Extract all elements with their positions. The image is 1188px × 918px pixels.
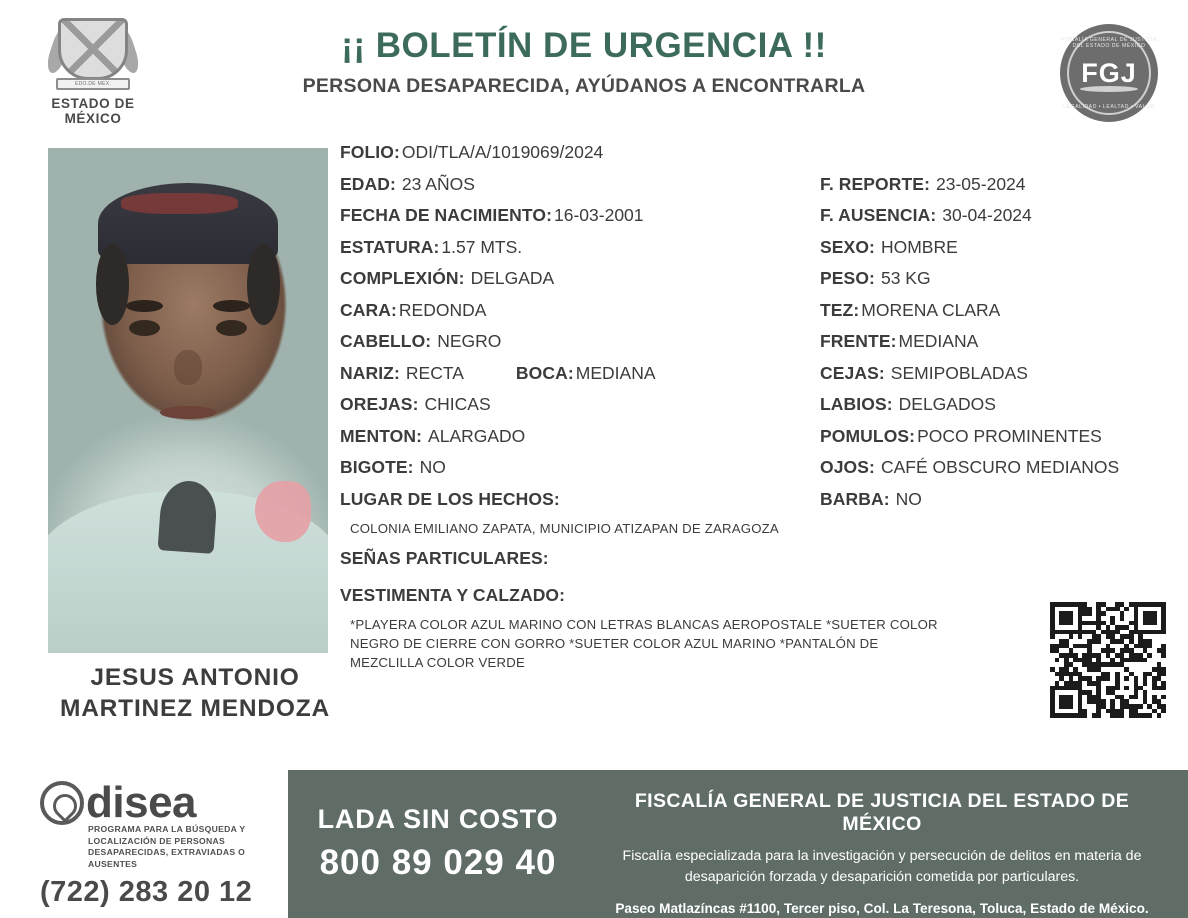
field-row-bigote <box>340 457 1170 485</box>
lada-title: LADA SIN COSTO <box>317 804 559 834</box>
barba-label: BARBA: <box>820 488 890 509</box>
peso-label: PESO: <box>820 268 875 288</box>
vestimenta-label: VESTIMENTA Y CALZADO: <box>340 584 566 605</box>
estatura-value: 1.57 MTS. <box>441 236 523 257</box>
cabello-value: NEGRO <box>437 331 502 351</box>
estatura-label: ESTATURA: <box>340 236 440 257</box>
page-title: ¡¡ BOLETÍN DE URGENCIA !! <box>341 26 827 65</box>
odisea-subtitle: PROGRAMA PARA LA BÚSQUEDA Y LOCALIZACIÓN DE PERSONAS DESAPARECIDAS, EXTRAVIADAS O AUSENTES <box>88 824 246 869</box>
boca-label: BOCA: <box>515 362 574 383</box>
tez-value: MORENA CLARA <box>861 299 1001 320</box>
cejas-label: CEJAS: <box>820 362 885 383</box>
field-row-lugar <box>340 489 1170 517</box>
ojos-value: CAFÉ OBSCURO MEDIANOS <box>880 457 1120 477</box>
boca-value: MEDIANA <box>575 362 656 383</box>
nariz-label: NARIZ: <box>340 362 400 383</box>
lugar-value: COLONIA EMILIANO ZAPATA, MUNICIPIO ATIZAPAN DE ZARAGOZA <box>350 521 779 536</box>
fecha-nacimiento-value: 16-03-2001 <box>554 205 644 225</box>
frente-value: MEDIANA <box>898 331 979 351</box>
field-row-menton <box>340 426 1170 454</box>
fiscalia-description: Fiscalía especializada para la investigación y persecución de delitos en materia de desaparición forzada y desaparición cometida por particulares. <box>622 848 1142 885</box>
edad-label: EDAD: <box>340 173 396 194</box>
fgj-logo-icon <box>1060 24 1158 122</box>
edad-value: 23 AÑOS <box>401 173 475 194</box>
field-row-cabello <box>340 331 1170 359</box>
senas-label: SEÑAS PARTICULARES: <box>340 547 549 568</box>
fiscalia-title: FISCALÍA GENERAL DE JUSTICIA DEL ESTADO DE MÉXICO <box>634 790 1130 835</box>
bigote-label: BIGOTE: <box>340 457 414 477</box>
field-row-orejas <box>340 394 1170 422</box>
page-subtitle: PERSONA DESAPARECIDA, AYÚDANOS A ENCONTRARLA <box>302 75 866 97</box>
f-reporte-label: F. REPORTE: <box>820 173 930 194</box>
fecha-nacimiento-label: FECHA DE NACIMIENTO: <box>340 205 552 225</box>
field-row-cara <box>340 300 1170 328</box>
sexo-label: SEXO: <box>820 236 875 257</box>
odisea-mark-icon <box>40 781 84 825</box>
f-ausencia-label: F. AUSENCIA: <box>820 205 937 225</box>
document-footer <box>0 770 1188 918</box>
barba-value: NO <box>895 488 922 509</box>
qr-code[interactable] <box>1050 602 1166 718</box>
cara-label: CARA: <box>340 299 397 320</box>
qr-code-grid <box>1050 602 1166 718</box>
vestimenta-value: *PLAYERA COLOR AZUL MARINO CON LETRAS BLANCAS AEROPOSTALE *SUETER COLOR NEGRO DE CIERRE CON GORRO *SUETER COLOR AZUL MARINO *PANTALÓN DE MEZCLILLA COLOR VERDE <box>350 617 938 670</box>
lada-number: 800 89 029 40 <box>319 843 557 882</box>
peso-value: 53 KG <box>880 268 931 288</box>
photo-image <box>48 148 328 653</box>
contact-panel <box>288 770 1188 918</box>
bigote-value: NO <box>419 457 446 477</box>
nariz-value: RECTA <box>405 362 464 383</box>
labios-value: DELGADOS <box>898 394 996 414</box>
f-ausencia-value: 30-04-2024 <box>942 205 1032 225</box>
fgj-arc-top-text: FISCALÍA GENERAL DE JUSTICIA DEL ESTADO DE MÉXICO <box>1061 37 1157 49</box>
document-header <box>0 0 1188 132</box>
estado-de-mexico-seal-icon <box>47 14 139 92</box>
tez-label: TEZ: <box>820 299 860 320</box>
odisea-phone: (722) 283 20 12 <box>40 876 253 909</box>
vestimenta-detail <box>340 616 1170 672</box>
sexo-value: HOMBRE <box>880 236 958 257</box>
field-row-folio <box>340 142 1170 170</box>
labios-label: LABIOS: <box>820 394 893 414</box>
state-logo <box>28 14 158 126</box>
pomulos-label: POMULOS: <box>820 425 916 446</box>
title-block <box>180 26 988 98</box>
field-row-nariz-boca <box>340 363 1170 391</box>
menton-value: ALARGADO <box>428 425 526 446</box>
lada-block <box>288 770 588 918</box>
field-row-complexion <box>340 268 1170 296</box>
odisea-logo <box>40 778 290 909</box>
odisea-brand: disea <box>86 778 197 827</box>
complexion-label: COMPLEXIÓN: <box>340 268 465 288</box>
folio-value: ODI/TLA/A/1019069/2024 <box>401 142 604 162</box>
cejas-value: SEMIPOBLADAS <box>890 362 1028 383</box>
frente-label: FRENTE: <box>820 331 897 351</box>
field-row-senas <box>340 548 1170 576</box>
person-name: JESUS ANTONIO MARTINEZ MENDOZA <box>59 664 331 723</box>
lugar-detail <box>340 520 1170 539</box>
person-details <box>340 142 1170 672</box>
menton-label: MENTON: <box>340 425 423 446</box>
cabello-label: CABELLO: <box>340 331 432 351</box>
field-row-vestimenta <box>340 585 1170 613</box>
pomulos-value: POCO PROMINENTES <box>917 425 1102 446</box>
seal-band-text: EDO.DE MEX. <box>56 78 130 90</box>
complexion-value: DELGADA <box>470 268 555 288</box>
fiscalia-address: Paseo Matlazíncas #1100, Tercer piso, Col. La Teresona, Toluca, Estado de México. <box>615 901 1149 917</box>
orejas-value: CHICAS <box>424 394 491 414</box>
missing-person-photo <box>48 148 328 653</box>
fgj-initials: FGJ <box>1081 57 1137 88</box>
field-row-estatura <box>340 237 1170 265</box>
cara-value: REDONDA <box>398 299 487 320</box>
folio-label: FOLIO: <box>340 142 400 162</box>
state-logo-caption: ESTADO DE MÉXICO <box>51 96 135 126</box>
ojos-label: OJOS: <box>820 457 875 477</box>
field-row-nacimiento <box>340 205 1170 233</box>
orejas-label: OREJAS: <box>340 394 419 414</box>
fiscalia-block <box>588 770 1188 918</box>
fgj-arc-bottom-text: LEGALIDAD • LEALTAD • VALOR <box>1063 104 1155 110</box>
f-reporte-value: 23-05-2024 <box>936 173 1026 194</box>
field-row-edad <box>340 174 1170 202</box>
lugar-label: LUGAR DE LOS HECHOS: <box>340 488 560 509</box>
